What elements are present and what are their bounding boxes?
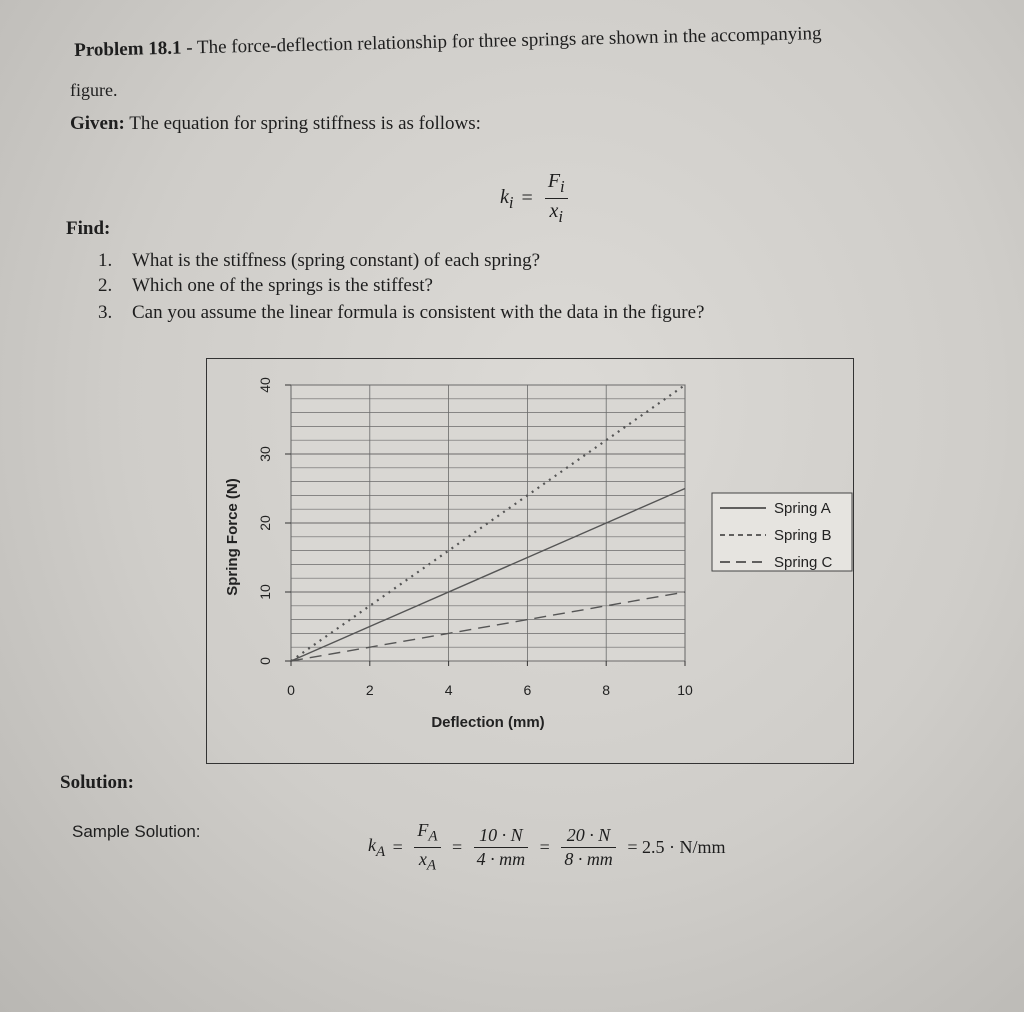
solution-label: Solution: [60,772,134,793]
figure-frame [206,358,854,764]
y-tick-label: 20 [257,515,273,531]
sol-f2-den: 4 · mm [476,848,526,869]
eq-num-sub: i [560,177,565,196]
sol-f1-num-sub: A [428,828,438,845]
given-statement [70,113,481,135]
sol-f1-den-sub: A [426,857,436,874]
find-item-text: What is the stiffness (spring constant) of each spring? [132,250,541,271]
eq-equals: = [521,187,533,209]
eq-lhs: k [500,186,509,209]
eq-lhs-sub: i [508,193,514,213]
eq-fraction [545,170,568,227]
find-item-3 [98,302,705,324]
problem-statement [74,23,822,62]
x-tick-label: 8 [602,682,611,698]
problem-label: Problem 18.1 [74,37,182,61]
problem-text-continued: figure. [70,80,118,100]
sample-solution-label: Sample Solution: [72,822,201,841]
y-tick-label: 10 [257,584,273,600]
y-tick-label: 30 [257,446,273,462]
sol-f1-den: x [418,848,427,869]
x-tick-label: 2 [365,682,374,698]
x-axis-label: Deflection (mm) [431,714,545,731]
find-item-1 [98,250,540,272]
y-axis-label: Spring Force (N) [224,478,241,596]
x-tick-label: 4 [444,682,453,698]
x-tick-label: 10 [677,682,693,698]
sol-f3-num: 20 · N [561,825,616,848]
eq-den-sub: i [558,207,563,226]
find-item-2 [98,275,433,297]
x-tick-label: 6 [523,682,532,698]
problem-text: - The force-deflection relationship for three springs are shown in the accompanying [181,23,822,59]
find-item-number: 1. [98,250,113,271]
find-label: Find: [66,218,111,239]
find-item-number: 3. [98,302,113,323]
sol-equals-1: = [392,836,403,857]
y-tick-label: 0 [257,657,273,665]
stiffness-equation [500,170,572,227]
x-tick-label: 0 [287,682,295,698]
sol-equals-3: = [539,836,550,857]
legend-entry: Spring B [774,527,832,544]
y-tick-label: 40 [257,377,273,393]
find-item-number: 2. [98,275,113,296]
sol-fraction-1 [414,820,440,874]
given-text: The equation for spring stiffness is as follows: [124,113,481,134]
sol-k: k [368,835,376,856]
eq-num: F [547,170,561,192]
sol-result: = 2.5 · N/mm [627,836,726,857]
sol-fraction-3 [561,825,616,870]
find-item-text: Can you assume the linear formula is consistent with the data in the figure? [132,302,705,323]
given-label: Given: [70,113,125,134]
sol-fraction-2 [474,825,529,870]
find-item-text: Which one of the springs is the stiffest? [132,275,433,296]
sample-solution-equation [368,820,728,874]
legend-entry: Spring A [774,500,831,517]
sol-f1-num: F [417,820,429,840]
sol-k-sub: A [376,843,386,860]
eq-den: x [549,200,559,222]
sol-f2-num: 10 · N [474,825,529,848]
legend-entry: Spring C [774,554,833,571]
spring-force-chart [207,359,853,763]
sol-f3-den: 8 · mm [564,848,613,869]
sol-equals-2: = [452,836,463,857]
